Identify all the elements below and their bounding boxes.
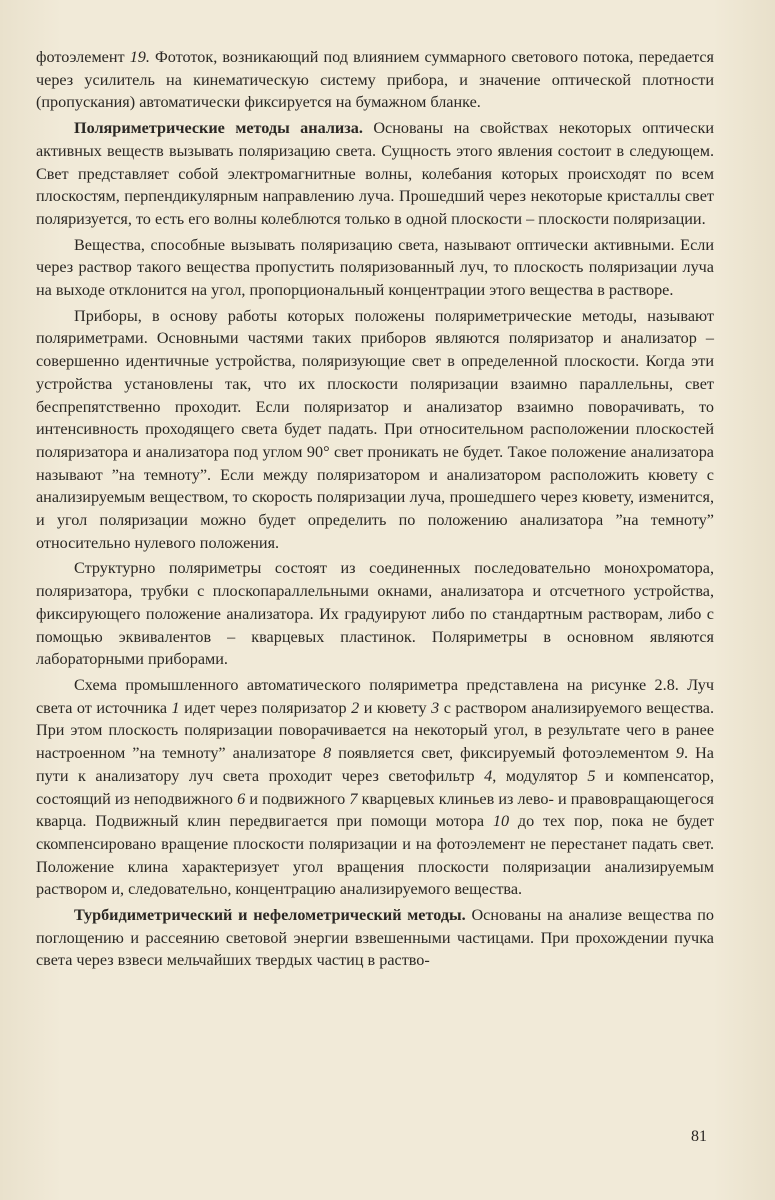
text-run: , модулятор — [492, 766, 588, 785]
paragraph-automatic-polarimeter-scheme — [36, 674, 714, 901]
reference-number: 10 — [492, 812, 510, 831]
paragraph-polarimeters — [36, 305, 714, 555]
page-body-text — [36, 46, 714, 972]
paragraph-polarimeter-structure — [36, 557, 714, 671]
paragraph-turbidimetric-methods — [36, 904, 714, 972]
text-run: кварцевых клиньев из лево- и правовращающегося кварца. Подвижный клин передвигается при помощи мотора — [36, 789, 714, 831]
reference-number: 4 — [484, 766, 493, 785]
text-run: Фототок, возникающий под влиянием суммарного светового потока, передается через усилитель на кинематическую систему прибора, и значение оптической плотности (пропускания) автоматически фиксируется на бумажном бланке. — [36, 48, 714, 112]
text-run: Основаны на анализе вещества по поглощению и рассеянию световой энергии взвешенными частицами. При прохождении пучка света через взвеси мельчайших твердых частиц в раство- — [36, 906, 714, 970]
reference-number: 19. — [129, 48, 150, 66]
paragraph-continuation — [36, 46, 714, 114]
reference-number: 2 — [351, 698, 360, 717]
text-run: с раствором анализируемого вещества. При этом плоскость поляризации поворачивается на некоторый угол, в результате чего в ранее настроенном ”на темноту” анализаторе — [36, 698, 715, 763]
text-run: Вещества, способные вызывать поляризацию света, называют оптически активными. Если через раствор такого вещества пропустить поляризованный луч, то плоскость поляризации луча на выходе отклонится на угол, пропорциональный концентрации этого вещества в растворе. — [36, 235, 714, 300]
reference-number: 5 — [587, 766, 596, 785]
reference-number: 9 — [675, 744, 684, 763]
text-run: фотоэлемент — [36, 48, 130, 66]
reference-number: 3 — [431, 698, 440, 717]
text-run: до тех пор, пока не будет скомпенсировано вращение плоскости поляризации и на фотоэлемент не перестанет падать свет. Положение клина характеризует угол вращения плоскости поляризации анализируемым раствором и, следовательно, концентрацию анализируемого вещества. — [36, 812, 714, 899]
reference-number: 6 — [237, 789, 246, 808]
text-run: и подвижного — [245, 789, 350, 808]
reference-number: 8 — [323, 744, 332, 763]
text-run: появляется свет, фиксируемый фотоэлементом — [331, 744, 676, 763]
reference-number: 1 — [171, 698, 180, 717]
paragraph-optically-active — [36, 234, 714, 302]
section-run-in-heading: Поляриметрические методы анализа. — [74, 119, 363, 138]
paragraph-polarimetric-methods — [36, 117, 714, 231]
reference-number: 7 — [349, 789, 358, 808]
text-run: Структурно поляриметры состоят из соединенных последовательно монохроматора, поляризатора, трубки с плоскопараллельными окнами, анализатора и отсчетного устройства, фиксирующего положение анализатора. Их градуируют либо по стандартным растворам, либо с помощью эквивалентов – кварцевых пластинок. Поляриметры в основном являются лабораторными приборами. — [36, 559, 714, 669]
text-run: . На пути к анализатору луч света проходит через светофильтр — [36, 744, 714, 785]
section-run-in-heading: Турбидиметрический и нефелометрический методы. — [74, 906, 466, 925]
page-number: 81 — [691, 1128, 707, 1145]
text-run: и кювету — [359, 698, 432, 717]
text-run: и компенсатор, состоящий из неподвижного — [36, 766, 714, 808]
text-run: Приборы, в основу работы которых положены поляриметрические методы, называют поляриметрами. Основными частями таких приборов являются поляризатор и анализатор – совершенно идентичные устройства, поляризующие свет в определенной плоскости. Когда эти устройства установлены так, что их плоскости поляризации взаимно параллельны, свет беспрепятственно проходит. Если поляризатор и анализатор взаимно поворачивать, то интенсивность проходящего света будет падать. При относительном расположении плоскостей поляризатора и анализатора под углом 90° свет проникать не будет. Такое положение анализатора называют ”на темноту”. Если между поляризатором и анализатором расположить кювету с анализируемым веществом, то скорость поляризации луча, прошедшего через кювету, изменится, и угол поляризации можно будет определить по положению анализатора ”на темноту” относительно нулевого положения. — [36, 306, 714, 552]
text-run: Основаны на свойствах некоторых оптически активных веществ вызывать поляризацию света. Сущность этого явления состоит в следующем. Свет представляет собой электромагнитные волны, колебания которых происходят по всем плоскостям, перпендикулярным направлению луча. Прошедший через некоторые кристаллы свет поляризуется, то есть его волны колеблются только в одной плоскости – плоскости поляризации. — [36, 119, 715, 228]
text-run: Схема промышленного автоматического поляриметра представлена на рисунке 2.8. Луч света от источника — [36, 675, 714, 717]
text-run: идет через поляризатор — [179, 698, 352, 717]
